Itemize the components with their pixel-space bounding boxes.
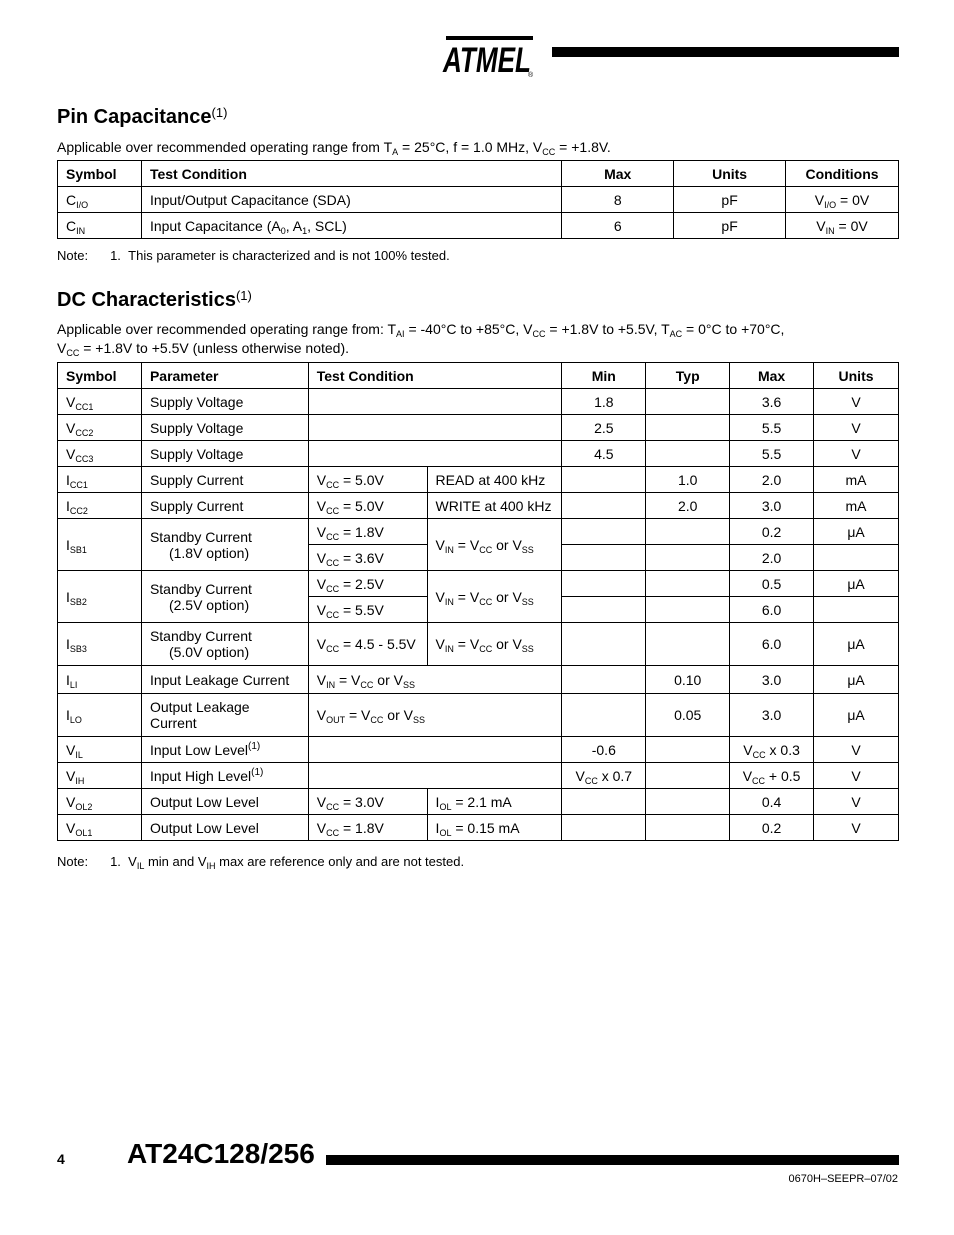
units-cell: mA <box>814 493 899 519</box>
min-cell <box>562 493 646 519</box>
parameter-cell: Standby Current (1.8V option) <box>141 519 308 571</box>
table-row <box>58 666 899 694</box>
condition-cell <box>308 415 562 441</box>
max-cell: 2.0 <box>730 545 814 571</box>
condition-cell: $V_{CC} = 1.8V$ <box>308 815 427 841</box>
table-header-row <box>58 363 899 389</box>
min-cell: 2.5 <box>562 415 646 441</box>
table-header-row <box>58 161 899 187</box>
table-row <box>58 415 899 441</box>
symbol-cell: $V_{CC3}$ <box>58 441 142 467</box>
typ-cell <box>646 571 730 597</box>
symbol-cell: $V_{CC1}$ <box>58 389 142 415</box>
max-cell: 0.5 <box>730 571 814 597</box>
typ-cell <box>646 597 730 623</box>
condition-cell: Input Capacitance ($A_0$, $A_1$, SCL) <box>141 213 561 239</box>
symbol-cell: $V_{OL1}$ <box>58 815 142 841</box>
atmel-logo <box>440 30 538 78</box>
dc-characteristics-description: Applicable over recommended operating range from: $T_{AI} = -40^\circ C$ to +85°C, $V_{CC} = +1.8V$ to +5.5V, $T_{AC} = 0^\circ C$ to +70°C, $V_{CC} = +1.8V$ to +5.5V (unless otherwise noted). <box>57 321 785 358</box>
table-row <box>58 467 899 493</box>
pin-capacitance-description: Applicable over recommended operating range from $T_A = 25^\circ C$, f = 1.0 MHz, $V_{CC} = +1.8V$. <box>57 139 611 157</box>
max-cell: 3.6 <box>730 389 814 415</box>
min-cell <box>562 789 646 815</box>
units-cell: pF <box>674 213 786 239</box>
header-units: Units <box>674 161 786 187</box>
symbol-cell: $I_{LO}$ <box>58 694 142 737</box>
header-typ: Typ <box>646 363 730 389</box>
min-cell: 4.5 <box>562 441 646 467</box>
table-row <box>58 763 899 789</box>
header-min: Min <box>562 363 646 389</box>
parameter-cell: Standby Current (2.5V option) <box>141 571 308 623</box>
header-symbol: Symbol <box>58 363 142 389</box>
condition-cell: $V_{CC} = 3.6V$ <box>308 545 427 571</box>
pin-capacitance-table <box>57 160 899 239</box>
units-cell <box>814 597 899 623</box>
parameter-cell: Output Low Level <box>141 789 308 815</box>
typ-cell <box>646 815 730 841</box>
typ-cell: 0.10 <box>646 666 730 694</box>
table-row <box>58 187 899 213</box>
symbol-cell: $V_{IL}$ <box>58 737 142 763</box>
pin-capacitance-heading: Pin Capacitance$^{(1)}$ <box>57 105 228 128</box>
table-row <box>58 519 899 545</box>
footer-rule <box>326 1155 899 1165</box>
header-units: Units <box>814 363 899 389</box>
condition-cell: $V_{CC} = 1.8V$ <box>308 519 427 545</box>
parameter-cell: Standby Current (5.0V option) <box>141 623 308 666</box>
max-cell: 5.5 <box>730 441 814 467</box>
header-test-condition: Test Condition <box>141 161 561 187</box>
typ-cell <box>646 519 730 545</box>
parameter-cell: Input Leakage Current <box>141 666 308 694</box>
symbol-cell: $V_{OL2}$ <box>58 789 142 815</box>
header-max: Max <box>730 363 814 389</box>
table-row <box>58 815 899 841</box>
condition-cell: $V_{CC} = 5.5V$ <box>308 597 427 623</box>
condition-cell: $V_{CC} = 5.0V$ <box>308 467 427 493</box>
units-cell: V <box>814 763 899 789</box>
units-cell: V <box>814 389 899 415</box>
header-symbol: Symbol <box>58 161 142 187</box>
min-cell: -0.6 <box>562 737 646 763</box>
typ-cell <box>646 389 730 415</box>
max-cell: 0.2 <box>730 519 814 545</box>
max-cell: 6.0 <box>730 597 814 623</box>
min-cell <box>562 519 646 545</box>
max-cell: 3.0 <box>730 666 814 694</box>
units-cell: μA <box>814 571 899 597</box>
header-rule <box>552 47 899 57</box>
typ-cell <box>646 763 730 789</box>
units-cell: V <box>814 737 899 763</box>
min-cell: 1.8 <box>562 389 646 415</box>
units-cell: μA <box>814 623 899 666</box>
symbol-cell: $I_{SB1}$ <box>58 519 142 571</box>
header-test-condition: Test Condition <box>308 363 562 389</box>
condition-cell <box>308 763 562 789</box>
symbol-cell: $C_{IN}$ <box>58 213 142 239</box>
parameter-cell: Output Low Level <box>141 815 308 841</box>
symbol-cell: $V_{IH}$ <box>58 763 142 789</box>
table-row <box>58 694 899 737</box>
min-cell <box>562 694 646 737</box>
max-cell: 0.2 <box>730 815 814 841</box>
parameter-cell: Output Leakage Current <box>141 694 308 737</box>
header-max: Max <box>562 161 674 187</box>
units-cell: V <box>814 415 899 441</box>
condition-cell: $V_{IN} = V_{CC}$ or $V_{SS}$ <box>427 571 562 623</box>
max-cell: 5.5 <box>730 415 814 441</box>
typ-cell <box>646 415 730 441</box>
min-cell <box>562 815 646 841</box>
symbol-cell: $I_{LI}$ <box>58 666 142 694</box>
condition-cell: $V_{CC} = 2.5V$ <box>308 571 427 597</box>
max-cell: 3.0 <box>730 694 814 737</box>
document-title: AT24C128/256 <box>127 1138 315 1169</box>
symbol-cell: $V_{CC2}$ <box>58 415 142 441</box>
parameter-cell: Supply Current <box>141 467 308 493</box>
min-cell <box>562 597 646 623</box>
units-cell: pF <box>674 187 786 213</box>
typ-cell <box>646 623 730 666</box>
units-cell: V <box>814 441 899 467</box>
document-code: 0670H–SEEPR–07/02 <box>788 1173 898 1185</box>
parameter-cell: Supply Voltage <box>141 389 308 415</box>
units-cell: μA <box>814 666 899 694</box>
min-cell: $V_{CC}$ x 0.7 <box>562 763 646 789</box>
units-cell: μA <box>814 519 899 545</box>
symbol-cell: $I_{SB3}$ <box>58 623 142 666</box>
symbol-cell: $I_{CC1}$ <box>58 467 142 493</box>
min-cell <box>562 623 646 666</box>
typ-cell <box>646 545 730 571</box>
dc-characteristics-heading: DC Characteristics$^{(1)}$ <box>57 288 252 311</box>
units-cell: μA <box>814 694 899 737</box>
max-cell: 6.0 <box>730 623 814 666</box>
page-number: 4 <box>57 1151 65 1167</box>
parameter-cell: Input Low Level$^{(1)}$ <box>141 737 308 763</box>
condition-cell: $V_{CC} = 4.5 - 5.5V$ <box>308 623 427 666</box>
table-row <box>58 571 899 597</box>
condition-cell: READ at 400 kHz <box>427 467 562 493</box>
header-parameter: Parameter <box>141 363 308 389</box>
conditions-cell: $V_{IN} = 0V$ <box>786 213 899 239</box>
typ-cell <box>646 789 730 815</box>
typ-cell: 2.0 <box>646 493 730 519</box>
max-cell: $V_{CC} + 0.5$ <box>730 763 814 789</box>
symbol-cell: $C_{I/O}$ <box>58 187 142 213</box>
condition-cell: $V_{OUT} = V_{CC}$ or $V_{SS}$ <box>308 694 562 737</box>
condition-cell: $V_{IN} = V_{CC}$ or $V_{SS}$ <box>308 666 562 694</box>
header-conditions: Conditions <box>786 161 899 187</box>
parameter-cell: Supply Voltage <box>141 415 308 441</box>
parameter-cell: Input High Level$^{(1)}$ <box>141 763 308 789</box>
min-cell <box>562 666 646 694</box>
symbol-cell: $I_{SB2}$ <box>58 571 142 623</box>
svg-text:ATMEL: ATMEL <box>442 41 531 78</box>
table-row <box>58 789 899 815</box>
parameter-cell: Supply Voltage <box>141 441 308 467</box>
max-cell: 0.4 <box>730 789 814 815</box>
condition-cell <box>308 389 562 415</box>
typ-cell: 0.05 <box>646 694 730 737</box>
min-cell <box>562 545 646 571</box>
table-row <box>58 441 899 467</box>
typ-cell: 1.0 <box>646 467 730 493</box>
typ-cell <box>646 441 730 467</box>
symbol-cell: $I_{CC2}$ <box>58 493 142 519</box>
condition-cell: Input/Output Capacitance (SDA) <box>141 187 561 213</box>
condition-cell: $V_{IN} = V_{CC}$ or $V_{SS}$ <box>427 519 562 571</box>
condition-cell: WRITE at 400 kHz <box>427 493 562 519</box>
max-cell: 3.0 <box>730 493 814 519</box>
dc-characteristics-table <box>57 362 899 841</box>
table-row <box>58 213 899 239</box>
typ-cell <box>646 737 730 763</box>
units-cell: mA <box>814 467 899 493</box>
conditions-cell: $V_{I/O} = 0V$ <box>786 187 899 213</box>
condition-cell: $I_{OL} = 0.15$ mA <box>427 815 562 841</box>
condition-cell <box>308 737 562 763</box>
condition-cell: $I_{OL} = 2.1$ mA <box>427 789 562 815</box>
parameter-cell: Supply Current <box>141 493 308 519</box>
dc-characteristics-note: Note: 1. $V_{IL}$ min and $V_{IH}$ max are reference only and are not tested. <box>57 854 465 871</box>
condition-cell: $V_{CC} = 3.0V$ <box>308 789 427 815</box>
condition-cell: $V_{IN} = V_{CC}$ or $V_{SS}$ <box>427 623 562 666</box>
units-cell <box>814 545 899 571</box>
condition-cell: $V_{CC} = 5.0V$ <box>308 493 427 519</box>
table-row <box>58 623 899 666</box>
units-cell: V <box>814 815 899 841</box>
units-cell: V <box>814 789 899 815</box>
max-cell: 6 <box>562 213 674 239</box>
max-cell: 2.0 <box>730 467 814 493</box>
min-cell <box>562 467 646 493</box>
min-cell <box>562 571 646 597</box>
pin-capacitance-note: Note: 1. This parameter is characterized and is not 100% tested. <box>57 248 450 263</box>
table-row <box>58 737 899 763</box>
svg-text:®: ® <box>528 72 534 78</box>
condition-cell <box>308 441 562 467</box>
table-row <box>58 493 899 519</box>
max-cell: $V_{CC}$ x 0.3 <box>730 737 814 763</box>
table-row <box>58 389 899 415</box>
max-cell: 8 <box>562 187 674 213</box>
